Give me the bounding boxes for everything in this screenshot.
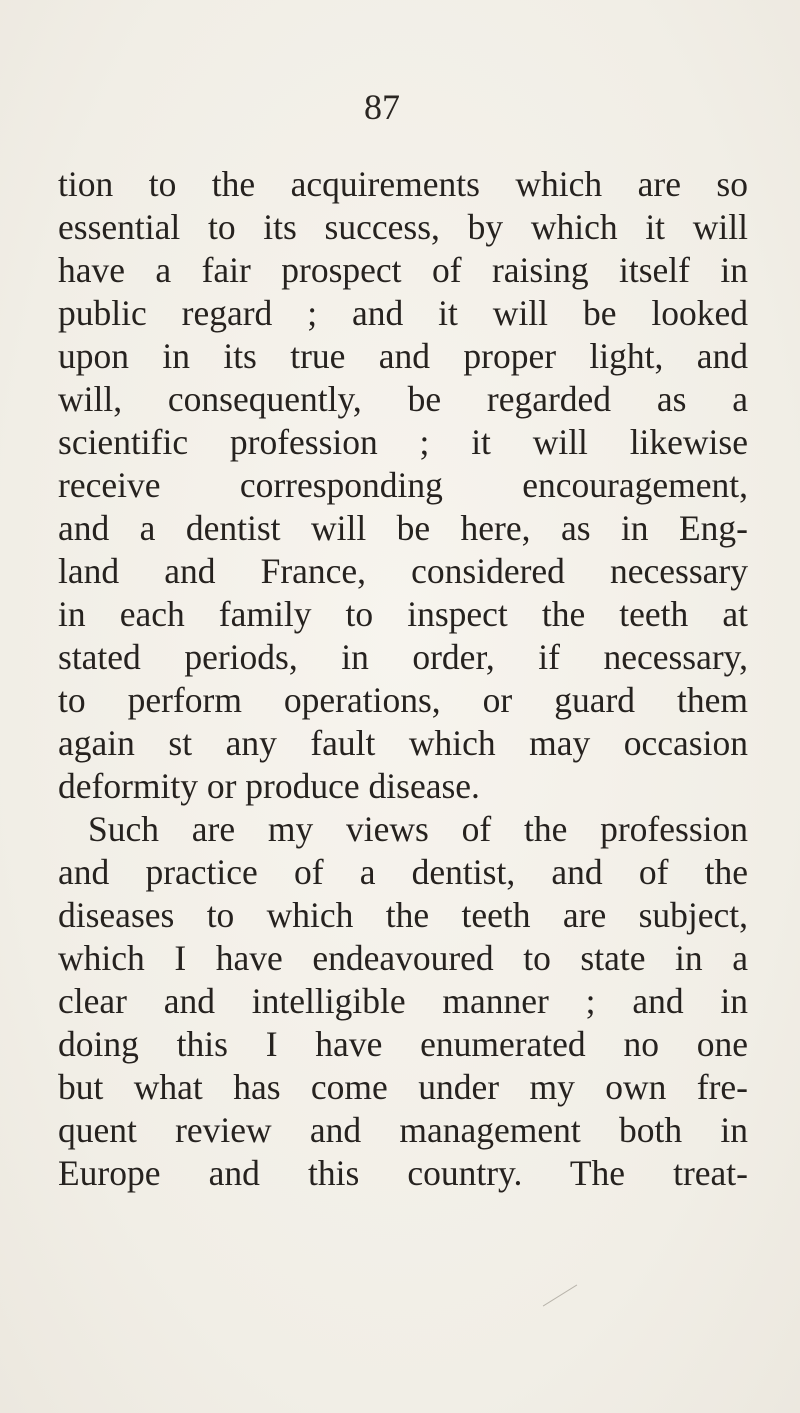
body-text	[58, 163, 748, 1195]
paper-mark	[543, 1284, 577, 1306]
text-line: stated periods, in order, if necessary,	[58, 637, 748, 677]
text-line: Europe and this country. The treat-	[58, 1153, 748, 1193]
text-line: upon in its true and proper light, and	[58, 336, 748, 376]
text-line: tion to the acquirements which are so	[58, 164, 748, 204]
text-line: but what has come under my own fre-	[58, 1067, 748, 1107]
text-line: and a dentist will be here, as in Eng-	[58, 508, 748, 548]
text-line: will, consequently, be regarded as a	[58, 379, 748, 419]
text-line: quent review and management both in	[58, 1110, 748, 1150]
text-line: Such are my views of the profession	[88, 809, 748, 849]
text-line: and practice of a dentist, and of the	[58, 852, 748, 892]
text-line: clear and intelligible manner ; and in	[58, 981, 748, 1021]
text-line: diseases to which the teeth are subject,	[58, 895, 748, 935]
text-line: deformity or produce disease.	[58, 766, 480, 806]
text-line: again st any fault which may occasion	[58, 723, 748, 763]
text-line: doing this I have enumerated no one	[58, 1024, 748, 1064]
text-line: which I have endeavoured to state in a	[58, 938, 748, 978]
text-line: in each family to inspect the teeth at	[58, 594, 748, 634]
text-line: to perform operations, or guard them	[58, 680, 748, 720]
text-line: land and France, considered necessary	[58, 551, 748, 591]
text-line: receive corresponding encouragement,	[58, 465, 748, 505]
page-number: 87	[364, 87, 400, 127]
text-line: have a fair prospect of raising itself in	[58, 250, 748, 290]
text-line: public regard ; and it will be looked	[58, 293, 748, 333]
text-line: scientific profession ; it will likewise	[58, 422, 748, 462]
text-line: essential to its success, by which it will	[58, 207, 748, 247]
